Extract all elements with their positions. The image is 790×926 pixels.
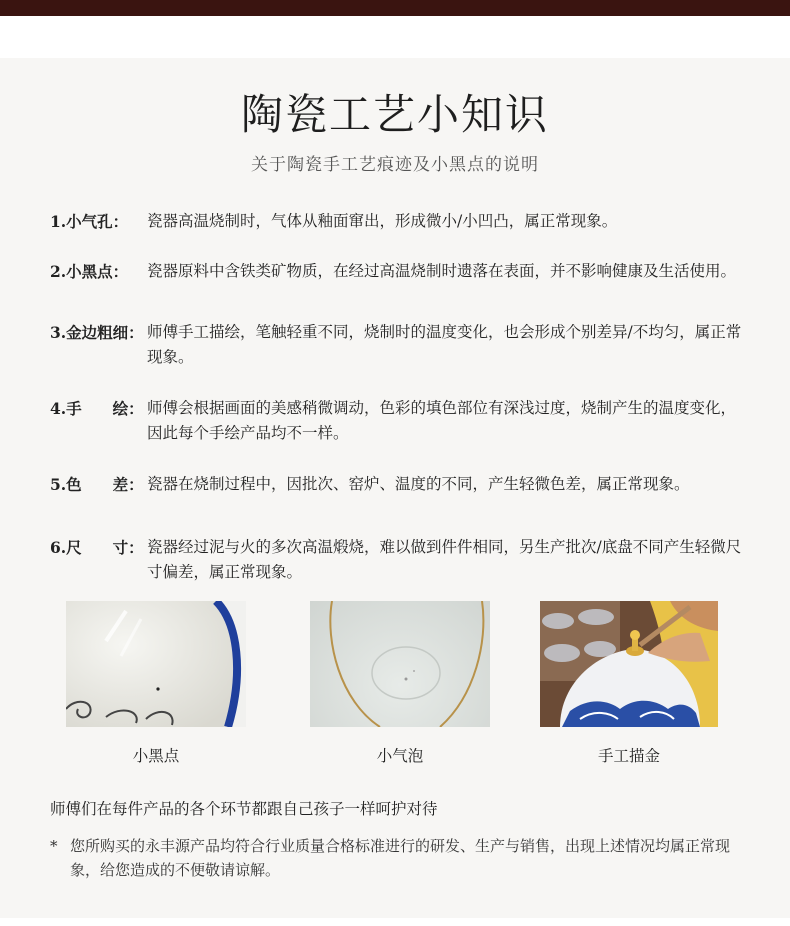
page-subtitle: 关于陶瓷手工艺痕迹及小黑点的说明 bbox=[251, 155, 539, 175]
item-label: 5.色 差： bbox=[50, 475, 144, 494]
photo-black-dot bbox=[66, 601, 246, 727]
item-label: 2.小黑点： bbox=[50, 262, 129, 281]
item-label: 3.金边粗细： bbox=[50, 323, 144, 342]
craftsman-motto: 师傅们在每件产品的各个环节都跟自己孩子一样呵护对待 bbox=[50, 800, 438, 818]
disclaimer-text: 您所购买的永丰源产品均符合行业质量合格标准进行的研发、生产与销售，出现上述情况均属正常现象，给您造成的不便敬请谅解。 bbox=[70, 837, 731, 879]
item-text: 瓷器原料中含铁类矿物质，在经过高温烧制时遗落在表面，并不影响健康及生活使用。 bbox=[147, 262, 737, 280]
item-label: 4.手 绘： bbox=[50, 399, 144, 418]
item-text: 师傅手工描绘，笔触轻重不同，烧制时的温度变化，也会形成个别差异/不均匀，属正常现象。 bbox=[147, 323, 742, 366]
top-border-bar bbox=[0, 0, 790, 16]
top-spacer bbox=[0, 16, 790, 58]
bottom-spacer bbox=[0, 918, 790, 926]
page-title: 陶瓷工艺小知识 bbox=[240, 90, 549, 139]
photo-caption-hand-gilding: 手工描金 bbox=[597, 747, 660, 765]
item-text: 师傅会根据画面的美感稍微调动，色彩的填色部位有深浅过度，烧制产生的温度变化，因此每个手绘产品均不一样。 bbox=[147, 399, 737, 442]
asterisk-icon: * bbox=[50, 837, 58, 855]
photo-caption-black-dot: 小黑点 bbox=[132, 747, 180, 765]
item-label: 1.小气孔： bbox=[50, 212, 129, 231]
item-label: 6.尺 寸： bbox=[50, 538, 144, 557]
photo-hand-gilding bbox=[540, 601, 718, 727]
photo-air-bubble bbox=[310, 601, 490, 727]
item-text: 瓷器经过泥与火的多次高温煅烧，难以做到件件相同，另生产批次/底盘不同产生轻微尺寸偏差，属正常现象。 bbox=[147, 538, 742, 581]
item-text: 瓷器在烧制过程中，因批次、窑炉、温度的不同，产生轻微色差，属正常现象。 bbox=[147, 475, 690, 493]
photo-caption-air-bubble: 小气泡 bbox=[376, 747, 424, 765]
item-text: 瓷器高温烧制时，气体从釉面窜出，形成微小/小凹凸，属正常现象。 bbox=[147, 212, 618, 230]
